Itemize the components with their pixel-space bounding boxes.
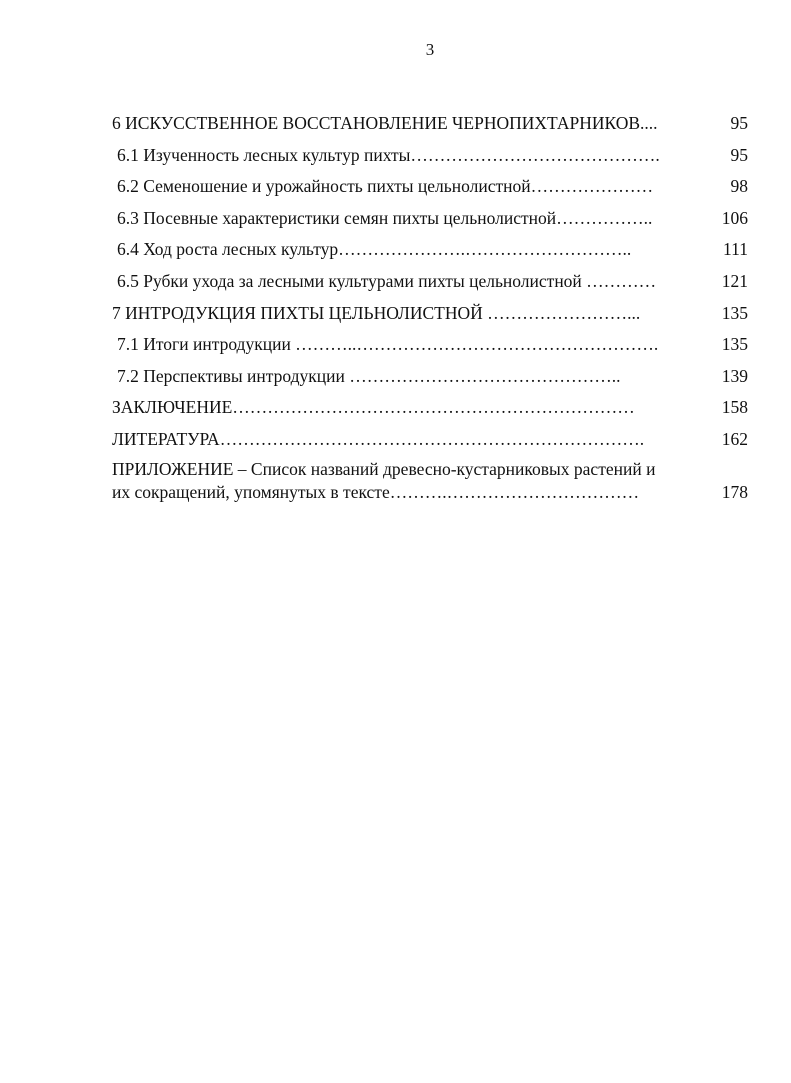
toc-entry-title: 6.3 Посевные характеристики семян пихты цельнолистной…………….. [117,207,653,228]
toc-entry [112,140,748,172]
toc-entry-title-line-1: ПРИЛОЖЕНИЕ – Список названий древесно-кустарниковых растений и [112,458,656,479]
toc-entry [112,424,748,456]
toc-entry-title: 6 ИСКУССТВЕННОЕ ВОССТАНОВЛЕНИЕ ЧЕРНОПИХТАРНИКОВ.... [112,113,658,133]
page-number: 3 [425,40,435,59]
toc-entry-title [112,458,712,504]
toc-entry-page: 106 [721,207,748,228]
toc-entry-title: 7 ИНТРОДУКЦИЯ ПИХТЫ ЦЕЛЬНОЛИСТНОЙ ……………………... [112,302,641,323]
toc-entry-page: 158 [721,397,748,418]
toc-entry-page: 95 [730,113,748,133]
toc-entry-title: 6.2 Семеношение и урожайность пихты цельнолистной………………… [117,176,654,197]
toc-entry-title-line-2: их сокращений, упомянутых в тексте……….…………………………… [112,481,640,502]
toc-entry-page: 121 [721,270,748,291]
toc-entry [112,392,748,424]
toc-entry-appendix [112,458,748,506]
toc-entry-page: 139 [721,365,748,386]
toc-entry-title: 7.2 Перспективы интродукции ……………………………………….. [117,365,621,386]
toc-entry [112,361,748,393]
toc-entry-page: 135 [721,302,748,323]
toc-entry-title: 6.1 Изученность лесных культур пихты……………………………………. [117,144,660,165]
toc-entry [112,329,748,361]
toc-entry-page: 162 [721,428,748,449]
toc-entry-title: ЛИТЕРАТУРА………………………………………………………………. [112,428,645,449]
toc-entry-title: 7.1 Итоги интродукции ………..……………………………………………. [117,334,659,355]
toc-entry-page: 98 [730,176,748,197]
toc-entry-title: ЗАКЛЮЧЕНИЕ…………………………………………………………… [112,397,635,418]
toc-entry [112,298,748,330]
toc-entry [112,108,748,140]
toc-entry [112,234,748,266]
toc-entry-page: 111 [723,239,748,260]
toc-entry-title: 6.5 Рубки ухода за лесными культурами пихты цельнолистной ………… [117,270,657,291]
toc-entry-title: 6.4 Ход роста лесных культур………………….……………………….. [117,239,632,260]
toc-entry-page: 135 [721,334,748,355]
table-of-contents [112,108,748,506]
toc-entry-page: 178 [721,481,748,502]
toc-entry [112,203,748,235]
toc-entry [112,171,748,203]
toc-entry-page: 95 [730,144,748,165]
toc-entry [112,266,748,298]
